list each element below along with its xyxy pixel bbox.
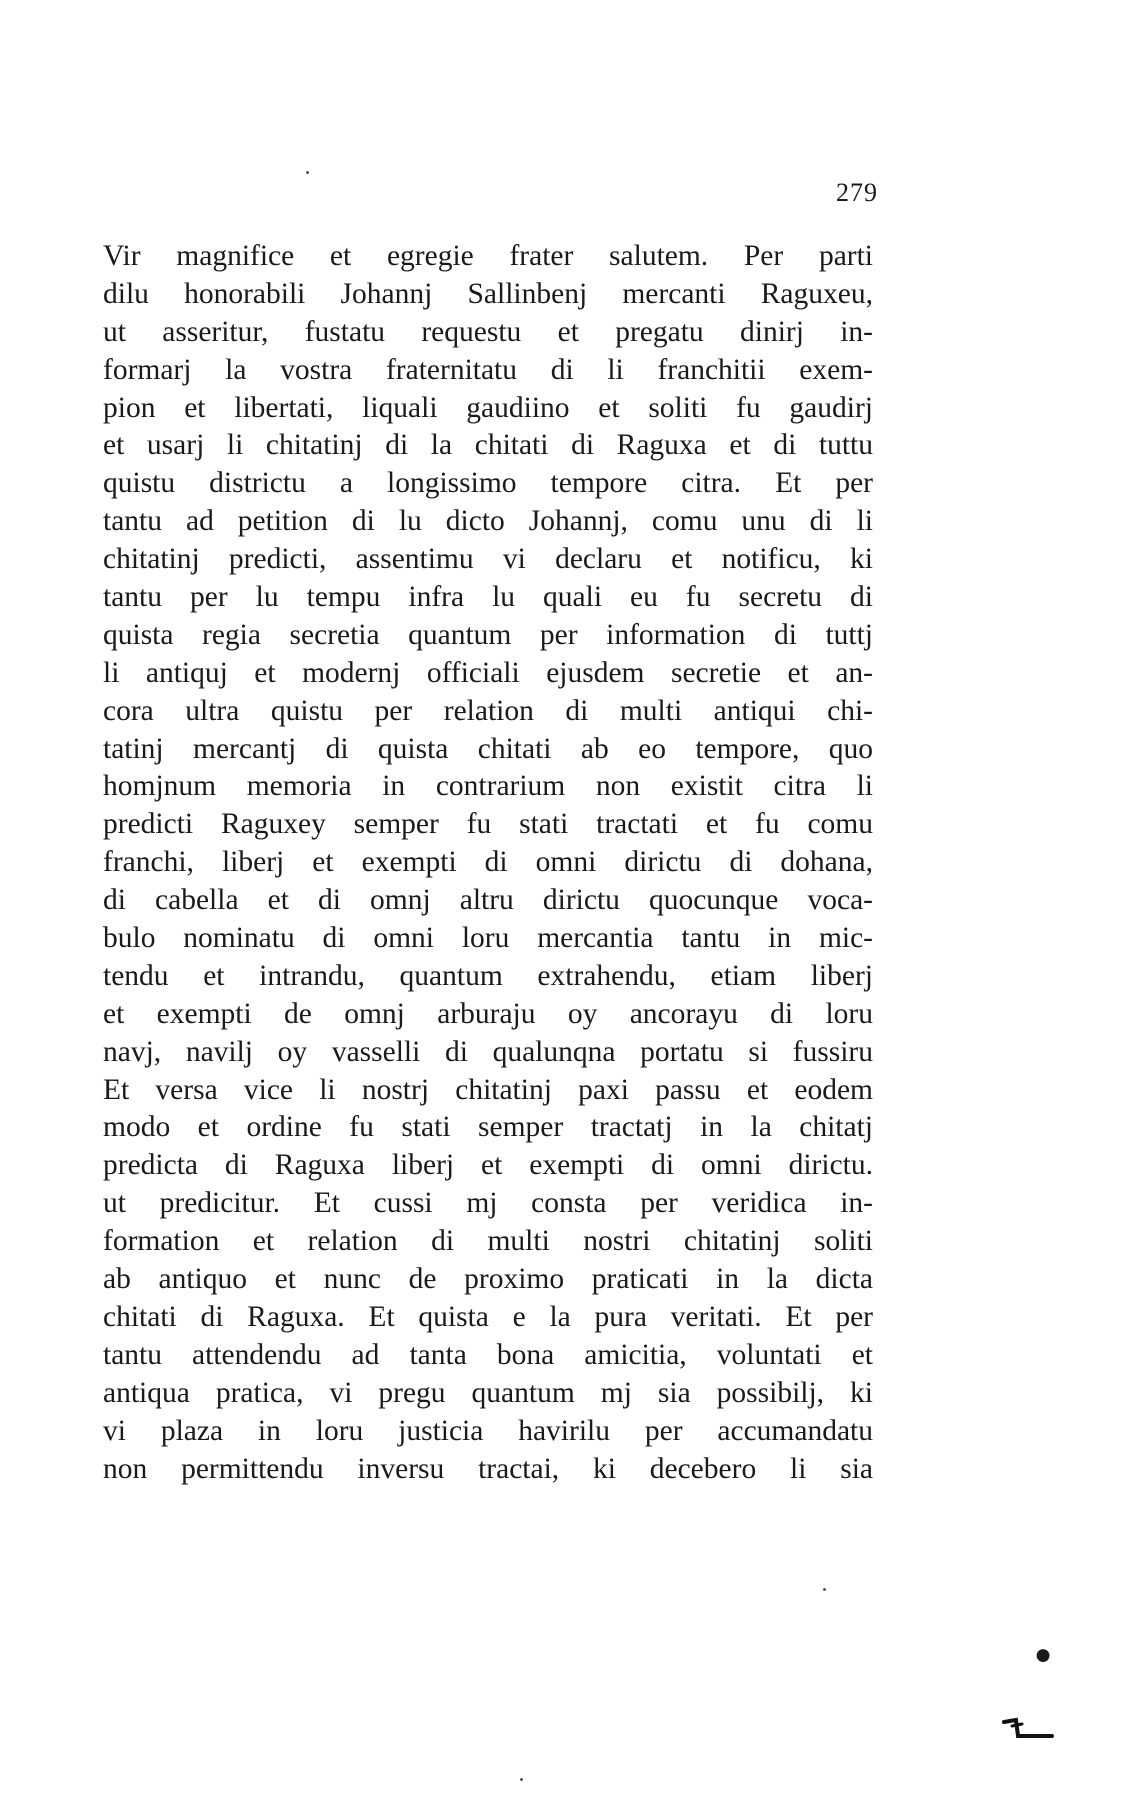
scan-speck xyxy=(823,1588,826,1591)
text-line: Et versa vice li nostrj chitatinj paxi passu et eodem xyxy=(103,1073,873,1106)
signature-mark-icon xyxy=(1000,1712,1054,1742)
text-line: formarj la vostra fraternitatu di li franchitii exem- xyxy=(103,353,873,386)
text-line: tendu et intrandu, quantum extrahendu, etiam liberj xyxy=(103,959,873,992)
ink-blot-icon: ● xyxy=(1034,1638,1053,1671)
text-line: ab antiquo et nunc de proximo praticati in la dicta xyxy=(103,1263,873,1296)
text-line: navj, navilj oy vasselli di qualunqna portatu si fussiru xyxy=(103,1035,873,1068)
text-line: Vir magnifice et egregie frater salutem. Per parti xyxy=(103,240,873,272)
text-line: quistu districtu a longissimo tempore citra. Et per xyxy=(103,467,873,500)
text-line: quista regia secretia quantum per information di tuttj xyxy=(103,618,873,651)
letter-body xyxy=(103,238,873,1488)
text-line: et usarj li chitatinj di la chitati di Raguxa et di tuttu xyxy=(103,429,873,462)
scan-speck xyxy=(520,1778,523,1781)
text-line: pion et libertati, liquali gaudiino et soliti fu gaudirj xyxy=(103,391,873,424)
text-line: et exempti de omnj arburaju oy ancorayu di loru xyxy=(103,997,873,1030)
text-line: li antiquj et modernj officiali ejusdem secretie et an- xyxy=(103,656,873,689)
text-line: ut predicitur. Et cussi mj consta per veridica in- xyxy=(103,1187,873,1220)
text-line: antiqua pratica, vi pregu quantum mj sia possibilj, ki xyxy=(103,1376,873,1409)
text-line: modo et ordine fu stati semper tractatj in la chitatj xyxy=(103,1111,873,1144)
text-line: tatinj mercantj di quista chitati ab eo tempore, quo xyxy=(103,732,873,765)
text-line: predicta di Raguxa liberj et exempti di omni dirictu. xyxy=(103,1149,873,1182)
text-line: predicti Raguxey semper fu stati tractati et fu comu xyxy=(103,808,873,841)
text-line: chitatinj predicti, assentimu vi declaru et notificu, ki xyxy=(103,543,873,576)
text-line: chitati di Raguxa. Et quista e la pura veritati. Et per xyxy=(103,1300,873,1333)
text-line: franchi, liberj et exempti di omni dirictu di dohana, xyxy=(103,846,873,879)
text-line: non permittendu inversu tractai, ki decebero li sia xyxy=(103,1452,873,1485)
text-line: di cabella et di omnj altru dirictu quocunque voca- xyxy=(103,884,873,917)
text-line: ut asseritur, fustatu requestu et pregatu dinirj in- xyxy=(103,315,873,348)
text-line: tantu attendendu ad tanta bona amicitia, voluntati et xyxy=(103,1338,873,1371)
text-line: vi plaza in loru justicia havirilu per accumandatu xyxy=(103,1414,873,1447)
page-number: 279 xyxy=(836,178,878,207)
text-line: bulo nominatu di omni loru mercantia tantu in mic- xyxy=(103,922,873,955)
text-line: cora ultra quistu per relation di multi antiqui chi- xyxy=(103,694,873,727)
text-line: homjnum memoria in contrarium non existit citra li xyxy=(103,770,873,803)
scan-speck xyxy=(306,171,309,174)
text-line: tantu per lu tempu infra lu quali eu fu secretu di xyxy=(103,581,873,614)
text-line: tantu ad petition di lu dicto Johannj, comu unu di li xyxy=(103,505,873,538)
text-line: formation et relation di multi nostri chitatinj soliti xyxy=(103,1225,873,1258)
text-line: dilu honorabili Johannj Sallinbenj mercanti Raguxeu, xyxy=(103,277,873,310)
